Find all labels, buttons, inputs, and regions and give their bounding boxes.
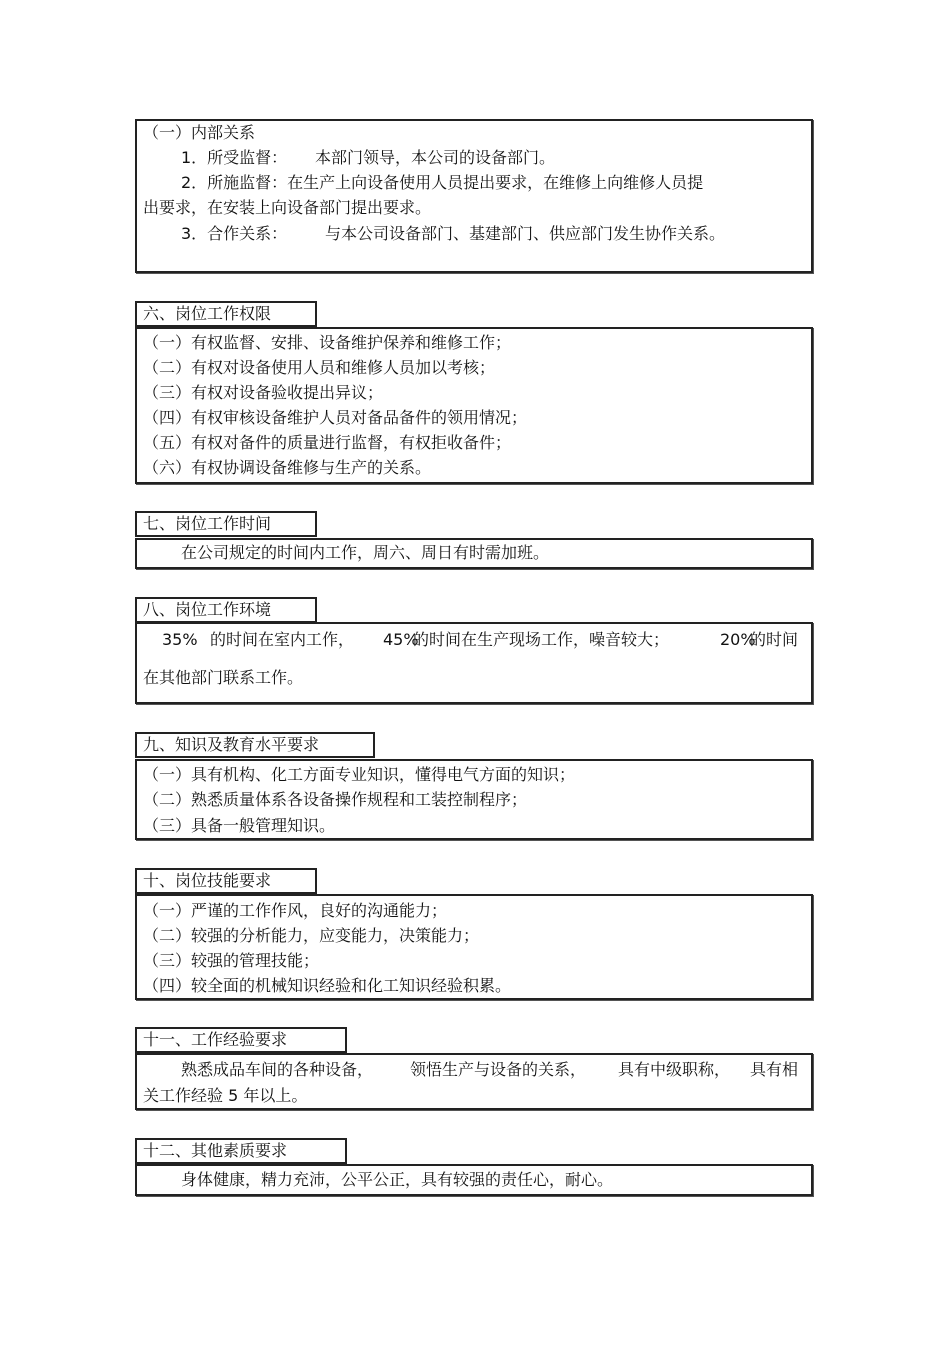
knowledge-item: （三）具备一般管理知识。 xyxy=(143,816,336,835)
environment-percent-20: 20% xyxy=(720,630,756,649)
knowledge-title: 九、知识及教育水平要求 xyxy=(135,732,375,758)
environment-title: 八、岗位工作环境 xyxy=(135,597,317,623)
cooperation-label: 3．合作关系： xyxy=(181,224,288,243)
experience-line2: 关工作经验 5 年以上。 xyxy=(143,1086,308,1105)
cooperation-text: 与本公司设备部门、基建部门、供应部门发生协作关系。 xyxy=(325,224,726,243)
experience-part-d: 具有相 xyxy=(750,1060,799,1079)
experience-part-b: 领悟生产与设备的关系， xyxy=(410,1060,587,1079)
authority-item: （五）有权对备件的质量进行监督，有权拒收备件； xyxy=(143,433,512,452)
other-qualities-title: 十二、其他素质要求 xyxy=(135,1138,347,1164)
skills-item: （一）严谨的工作作风，良好的沟通能力； xyxy=(143,901,448,920)
environment-text-indoor: 的时间在室内工作， xyxy=(210,630,355,649)
supervised-by-text: 本部门领导，本公司的设备部门。 xyxy=(315,148,556,167)
environment-percent-45: 45% xyxy=(383,630,419,649)
authority-item: （二）有权对设备使用人员和维修人员加以考核； xyxy=(143,358,496,377)
supervises-line1: 2．所施监督：在生产上向设备使用人员提出要求，在维修上向维修人员提 xyxy=(181,173,704,192)
experience-part-c: 具有中级职称， xyxy=(618,1060,731,1079)
work-time-text: 在公司规定的时间内工作，周六、周日有时需加班。 xyxy=(181,543,550,562)
supervised-by-label: 1．所受监督： xyxy=(181,148,288,167)
internal-relations-heading: （一）内部关系 xyxy=(143,123,256,142)
work-time-title: 七、岗位工作时间 xyxy=(135,511,317,537)
authority-title: 六、岗位工作权限 xyxy=(135,301,317,327)
skills-item: （三）较强的管理技能； xyxy=(143,951,320,970)
other-qualities-text: 身体健康，精力充沛，公平公正，具有较强的责任心，耐心。 xyxy=(181,1170,614,1189)
environment-text-site: 的时间在生产现场工作，噪音较大； xyxy=(413,630,670,649)
supervises-line2: 出要求，在安装上向设备部门提出要求。 xyxy=(143,198,432,217)
authority-item: （三）有权对设备验收提出异议； xyxy=(143,383,384,402)
authority-item: （六）有权协调设备维修与生产的关系。 xyxy=(143,458,432,477)
skills-item: （四）较全面的机械知识经验和化工知识经验积累。 xyxy=(143,976,512,995)
experience-title: 十一、工作经验要求 xyxy=(135,1027,347,1053)
authority-item: （一）有权监督、安排、设备维护保养和维修工作； xyxy=(143,333,512,352)
knowledge-item: （一）具有机构、化工方面专业知识，懂得电气方面的知识； xyxy=(143,765,576,784)
experience-part-a: 熟悉成品车间的各种设备， xyxy=(181,1060,374,1079)
authority-item: （四）有权审核设备维护人员对备品备件的领用情况； xyxy=(143,408,528,427)
environment-line2: 在其他部门联系工作。 xyxy=(143,668,304,687)
environment-percent-35: 35% xyxy=(162,630,198,649)
skills-item: （二）较强的分析能力，应变能力，决策能力； xyxy=(143,926,480,945)
environment-text-time: 的时间 xyxy=(750,630,799,649)
skills-title: 十、岗位技能要求 xyxy=(135,868,317,894)
knowledge-item: （二）熟悉质量体系各设备操作规程和工装控制程序； xyxy=(143,790,528,809)
